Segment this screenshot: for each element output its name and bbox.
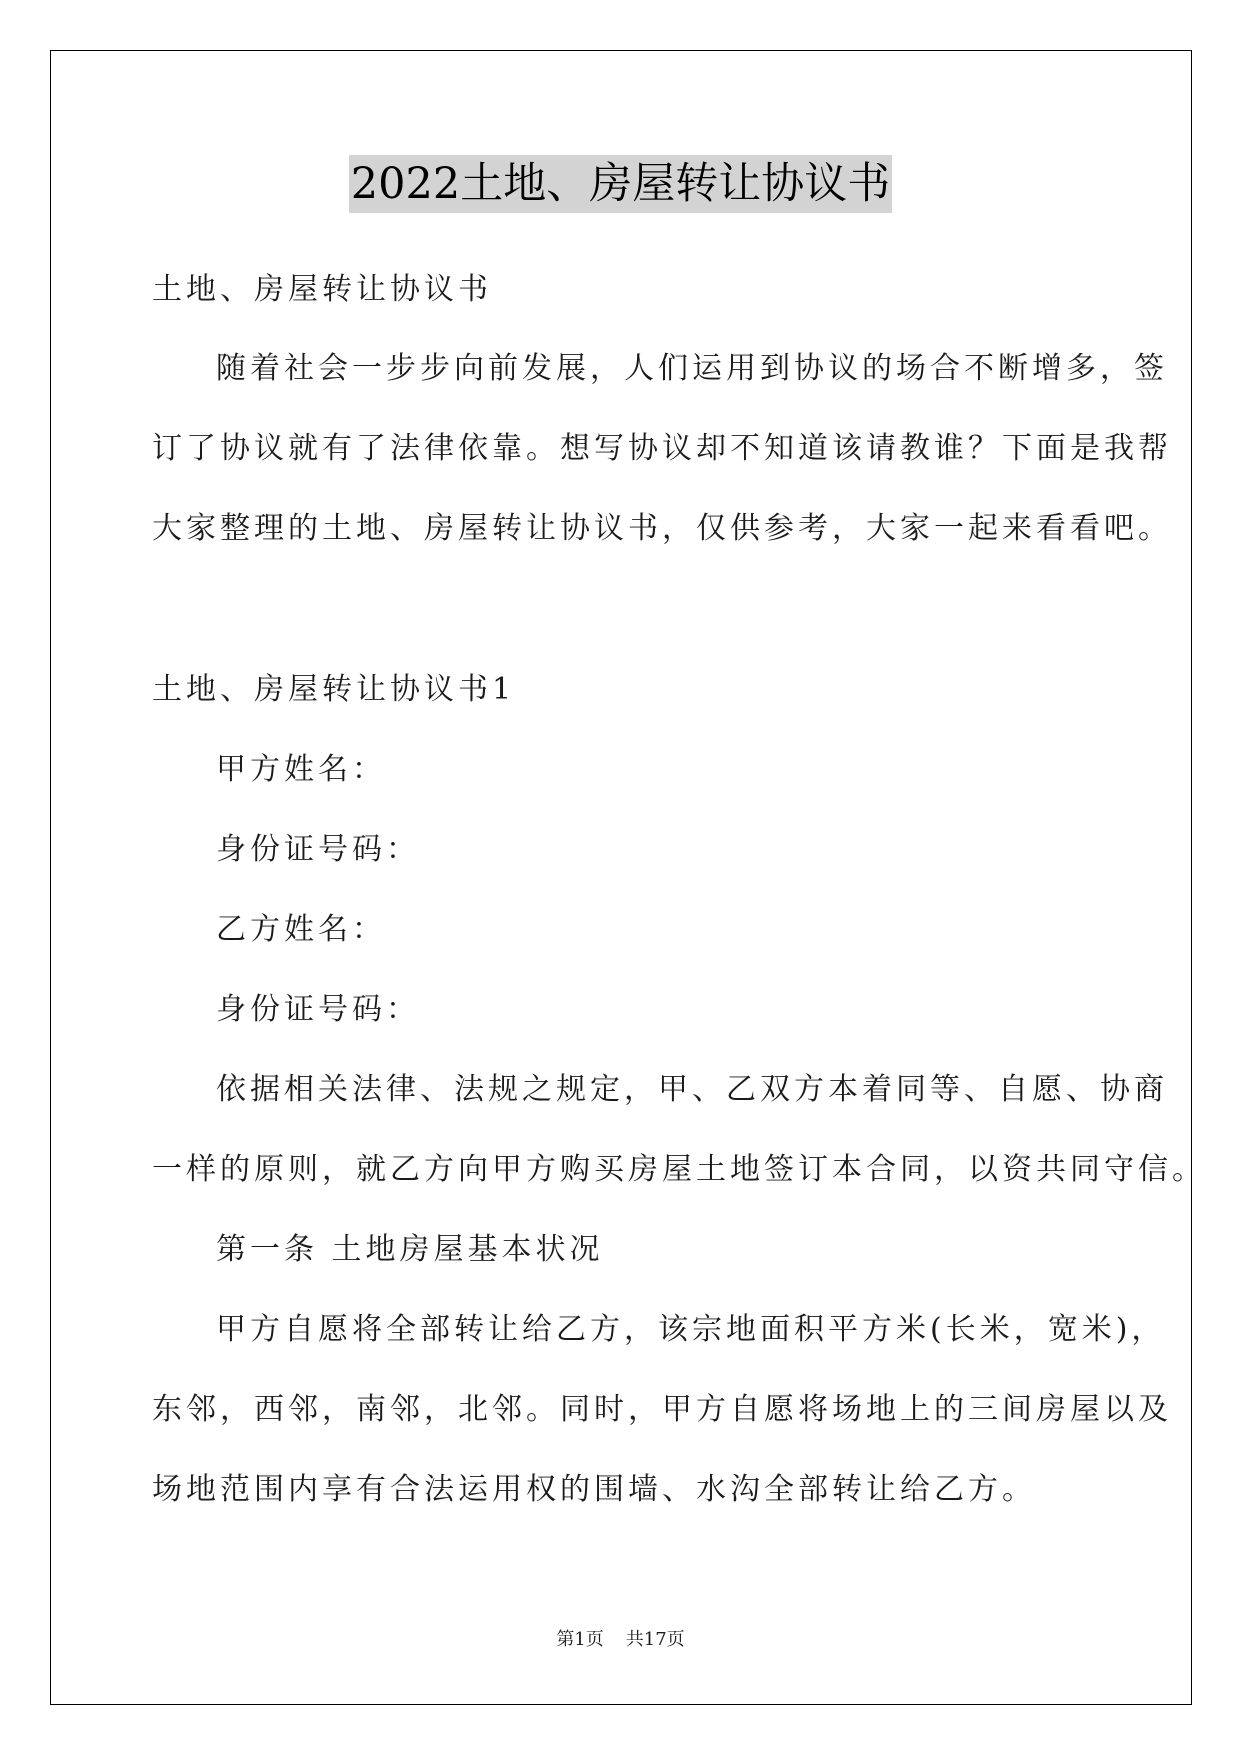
page-total: 共17页 <box>625 1629 685 1650</box>
party-a-id-label: 身份证号码： <box>216 832 420 867</box>
paragraph-line: 依据相关法律、法规之规定，甲、乙双方本着同等、自愿、协商 <box>216 1072 1168 1107</box>
party-b-id-label: 身份证号码： <box>216 992 420 1027</box>
page-footer <box>0 1628 1241 1652</box>
page-number: 第1页 <box>556 1629 604 1650</box>
paragraph-line: 东邻，西邻，南邻，北邻。同时，甲方自愿将场地上的三间房屋以及 <box>152 1392 1172 1427</box>
document-title: 2022土地、房屋转让协议书 <box>349 155 892 213</box>
paragraph-line: 大家整理的土地、房屋转让协议书，仅供参考，大家一起来看看吧。 <box>152 511 1172 546</box>
title-container <box>0 155 1241 213</box>
article-heading: 第一条 土地房屋基本状况 <box>216 1232 604 1267</box>
paragraph-line: 场地范围内享有合法运用权的围墙、水沟全部转让给乙方。 <box>152 1472 1036 1507</box>
party-b-name-label: 乙方姓名： <box>216 912 386 947</box>
paragraph-line: 甲方自愿将全部转让给乙方，该宗地面积平方米(长米，宽米)， <box>216 1312 1166 1347</box>
paragraph-line: 订了协议就有了法律依靠。想写协议却不知道该请教谁？下面是我帮 <box>152 431 1172 466</box>
paragraph-heading-intro: 土地、房屋转让协议书 <box>152 272 492 307</box>
paragraph-line: 随着社会一步步向前发展，人们运用到协议的场合不断增多，签 <box>216 351 1168 386</box>
paragraph-line: 一样的原则，就乙方向甲方购买房屋土地签订本合同，以资共同守信。 <box>152 1152 1206 1187</box>
party-a-name-label: 甲方姓名： <box>216 752 386 787</box>
section-heading: 土地、房屋转让协议书1 <box>152 672 516 707</box>
